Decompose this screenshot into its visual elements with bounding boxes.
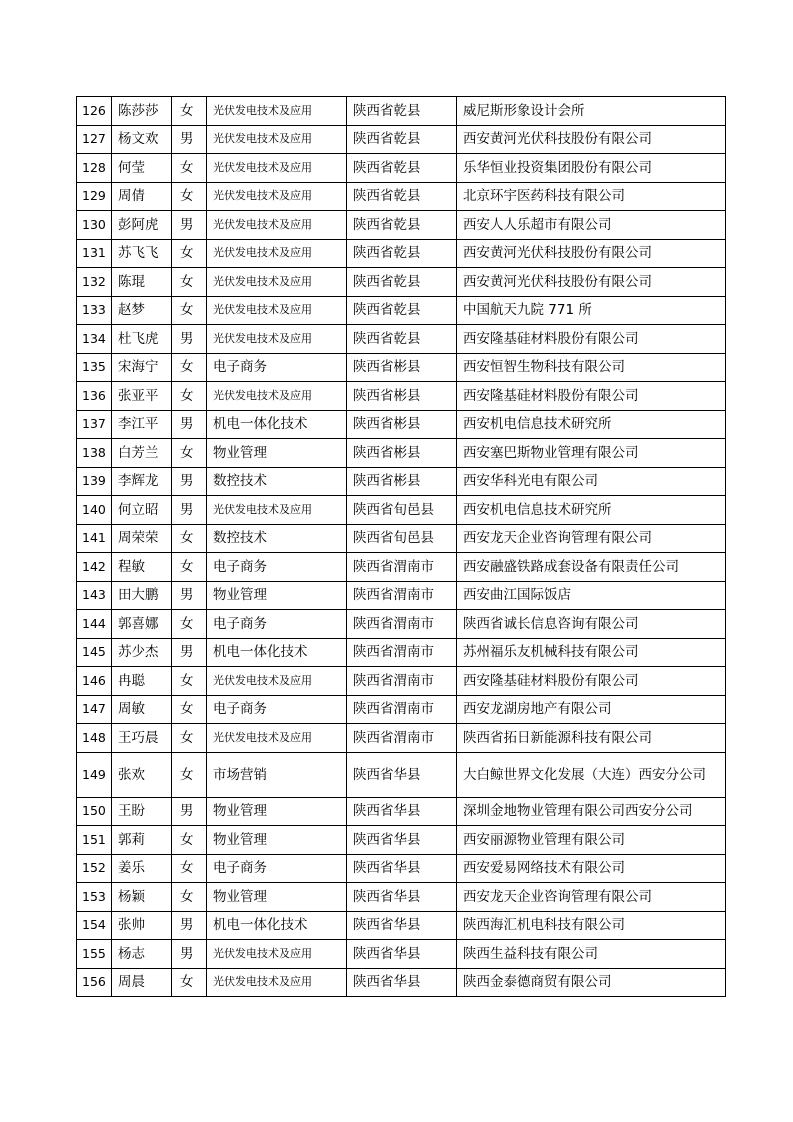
employer-cell: 西安丽源物业管理有限公司 <box>457 826 726 855</box>
region-cell: 陕西省华县 <box>347 940 457 969</box>
gender-cell: 女 <box>172 968 207 997</box>
student-name-cell: 周倩 <box>112 182 172 211</box>
student-name-cell: 苏少杰 <box>112 638 172 667</box>
gender-cell: 女 <box>172 439 207 468</box>
major-cell: 物业管理 <box>207 826 347 855</box>
employer-cell: 西安龙天企业咨询管理有限公司 <box>457 883 726 912</box>
major-cell: 数控技术 <box>207 524 347 553</box>
student-name-cell: 苏飞飞 <box>112 239 172 268</box>
employer-cell: 西安龙天企业咨询管理有限公司 <box>457 524 726 553</box>
row-number-cell: 128 <box>77 154 112 183</box>
region-cell: 陕西省渭南市 <box>347 667 457 696</box>
region-cell: 陕西省彬县 <box>347 353 457 382</box>
student-name-cell: 何立昭 <box>112 496 172 525</box>
table-row <box>77 268 726 297</box>
employer-cell: 威尼斯形象设计会所 <box>457 97 726 126</box>
major-cell: 数控技术 <box>207 467 347 496</box>
major-cell: 光伏发电技术及应用 <box>207 125 347 154</box>
major-cell: 光伏发电技术及应用 <box>207 97 347 126</box>
row-number-cell: 149 <box>77 752 112 797</box>
employer-cell: 西安隆基硅材料股份有限公司 <box>457 325 726 354</box>
region-cell: 陕西省华县 <box>347 752 457 797</box>
row-number-cell: 137 <box>77 410 112 439</box>
region-cell: 陕西省华县 <box>347 911 457 940</box>
table-row <box>77 239 726 268</box>
student-name-cell: 张亚平 <box>112 382 172 411</box>
gender-cell: 女 <box>172 553 207 582</box>
student-name-cell: 彭阿虎 <box>112 211 172 240</box>
gender-cell: 男 <box>172 325 207 354</box>
gender-cell: 女 <box>172 695 207 724</box>
employer-cell: 西安龙湖房地产有限公司 <box>457 695 726 724</box>
employer-cell: 乐华恒业投资集团股份有限公司 <box>457 154 726 183</box>
student-name-cell: 冉聪 <box>112 667 172 696</box>
major-cell: 市场营销 <box>207 752 347 797</box>
gender-cell: 男 <box>172 496 207 525</box>
major-cell: 光伏发电技术及应用 <box>207 724 347 753</box>
row-number-cell: 146 <box>77 667 112 696</box>
row-number-cell: 152 <box>77 854 112 883</box>
table-row <box>77 911 726 940</box>
row-number-cell: 154 <box>77 911 112 940</box>
row-number-cell: 136 <box>77 382 112 411</box>
employer-cell: 陕西省拓日新能源科技有限公司 <box>457 724 726 753</box>
table-row <box>77 581 726 610</box>
table-row <box>77 752 726 797</box>
major-cell: 光伏发电技术及应用 <box>207 940 347 969</box>
gender-cell: 男 <box>172 581 207 610</box>
student-name-cell: 杨颖 <box>112 883 172 912</box>
employer-cell: 西安隆基硅材料股份有限公司 <box>457 667 726 696</box>
employer-cell: 北京环宇医药科技有限公司 <box>457 182 726 211</box>
student-name-cell: 白芳兰 <box>112 439 172 468</box>
table-row <box>77 968 726 997</box>
employer-cell: 中国航天九院 771 所 <box>457 296 726 325</box>
gender-cell: 女 <box>172 296 207 325</box>
gender-cell: 女 <box>172 752 207 797</box>
table-row <box>77 553 726 582</box>
student-name-cell: 杨志 <box>112 940 172 969</box>
region-cell: 陕西省华县 <box>347 797 457 826</box>
employer-cell: 西安黄河光伏科技股份有限公司 <box>457 125 726 154</box>
row-number-cell: 140 <box>77 496 112 525</box>
gender-cell: 女 <box>172 182 207 211</box>
table-row <box>77 97 726 126</box>
row-number-cell: 138 <box>77 439 112 468</box>
student-name-cell: 田大鹏 <box>112 581 172 610</box>
major-cell: 电子商务 <box>207 610 347 639</box>
table-row <box>77 695 726 724</box>
major-cell: 光伏发电技术及应用 <box>207 296 347 325</box>
row-number-cell: 147 <box>77 695 112 724</box>
major-cell: 光伏发电技术及应用 <box>207 496 347 525</box>
table-row <box>77 854 726 883</box>
gender-cell: 女 <box>172 524 207 553</box>
table-row <box>77 724 726 753</box>
table-row <box>77 667 726 696</box>
row-number-cell: 156 <box>77 968 112 997</box>
major-cell: 光伏发电技术及应用 <box>207 382 347 411</box>
region-cell: 陕西省乾县 <box>347 182 457 211</box>
table-row <box>77 638 726 667</box>
student-name-cell: 赵梦 <box>112 296 172 325</box>
gender-cell: 女 <box>172 724 207 753</box>
region-cell: 陕西省渭南市 <box>347 553 457 582</box>
region-cell: 陕西省彬县 <box>347 382 457 411</box>
student-name-cell: 周晨 <box>112 968 172 997</box>
gender-cell: 女 <box>172 154 207 183</box>
student-name-cell: 陈莎莎 <box>112 97 172 126</box>
major-cell: 电子商务 <box>207 854 347 883</box>
table-row <box>77 496 726 525</box>
row-number-cell: 139 <box>77 467 112 496</box>
table-row <box>77 211 726 240</box>
employer-cell: 苏州福乐友机械科技有限公司 <box>457 638 726 667</box>
student-name-cell: 杨文欢 <box>112 125 172 154</box>
student-name-cell: 李辉龙 <box>112 467 172 496</box>
gender-cell: 男 <box>172 940 207 969</box>
row-number-cell: 129 <box>77 182 112 211</box>
table-body <box>77 97 726 997</box>
region-cell: 陕西省渭南市 <box>347 724 457 753</box>
gender-cell: 女 <box>172 610 207 639</box>
row-number-cell: 155 <box>77 940 112 969</box>
row-number-cell: 132 <box>77 268 112 297</box>
region-cell: 陕西省渭南市 <box>347 581 457 610</box>
major-cell: 物业管理 <box>207 581 347 610</box>
region-cell: 陕西省华县 <box>347 968 457 997</box>
row-number-cell: 143 <box>77 581 112 610</box>
gender-cell: 女 <box>172 268 207 297</box>
row-number-cell: 130 <box>77 211 112 240</box>
student-name-cell: 姜乐 <box>112 854 172 883</box>
row-number-cell: 153 <box>77 883 112 912</box>
gender-cell: 男 <box>172 638 207 667</box>
major-cell: 电子商务 <box>207 353 347 382</box>
region-cell: 陕西省旬邑县 <box>347 496 457 525</box>
region-cell: 陕西省华县 <box>347 854 457 883</box>
row-number-cell: 135 <box>77 353 112 382</box>
gender-cell: 男 <box>172 797 207 826</box>
employer-cell: 陕西省诚长信息咨询有限公司 <box>457 610 726 639</box>
gender-cell: 女 <box>172 667 207 696</box>
employer-cell: 西安恒智生物科技有限公司 <box>457 353 726 382</box>
gender-cell: 女 <box>172 826 207 855</box>
gender-cell: 女 <box>172 854 207 883</box>
student-name-cell: 张帅 <box>112 911 172 940</box>
employer-cell: 西安曲江国际饭店 <box>457 581 726 610</box>
employer-cell: 大白鲸世界文化发展（大连）西安分公司 <box>457 752 726 797</box>
region-cell: 陕西省旬邑县 <box>347 524 457 553</box>
major-cell: 光伏发电技术及应用 <box>207 667 347 696</box>
major-cell: 机电一体化技术 <box>207 410 347 439</box>
gender-cell: 男 <box>172 125 207 154</box>
employer-cell: 西安黄河光伏科技股份有限公司 <box>457 239 726 268</box>
major-cell: 光伏发电技术及应用 <box>207 182 347 211</box>
gender-cell: 女 <box>172 353 207 382</box>
employer-cell: 陕西生益科技有限公司 <box>457 940 726 969</box>
region-cell: 陕西省渭南市 <box>347 695 457 724</box>
region-cell: 陕西省乾县 <box>347 97 457 126</box>
employer-cell: 深圳金地物业管理有限公司西安分公司 <box>457 797 726 826</box>
employer-cell: 陕西海汇机电科技有限公司 <box>457 911 726 940</box>
table-row <box>77 410 726 439</box>
region-cell: 陕西省华县 <box>347 883 457 912</box>
employer-cell: 西安黄河光伏科技股份有限公司 <box>457 268 726 297</box>
student-name-cell: 张欢 <box>112 752 172 797</box>
row-number-cell: 126 <box>77 97 112 126</box>
row-number-cell: 144 <box>77 610 112 639</box>
student-name-cell: 宋海宁 <box>112 353 172 382</box>
gender-cell: 男 <box>172 911 207 940</box>
table-row <box>77 296 726 325</box>
row-number-cell: 131 <box>77 239 112 268</box>
region-cell: 陕西省乾县 <box>347 211 457 240</box>
employer-cell: 西安机电信息技术研究所 <box>457 496 726 525</box>
region-cell: 陕西省彬县 <box>347 410 457 439</box>
employer-cell: 西安华科光电有限公司 <box>457 467 726 496</box>
employer-cell: 西安机电信息技术研究所 <box>457 410 726 439</box>
table-row <box>77 325 726 354</box>
row-number-cell: 150 <box>77 797 112 826</box>
region-cell: 陕西省乾县 <box>347 154 457 183</box>
region-cell: 陕西省彬县 <box>347 467 457 496</box>
table-row <box>77 940 726 969</box>
major-cell: 物业管理 <box>207 883 347 912</box>
student-name-cell: 程敏 <box>112 553 172 582</box>
table-row <box>77 524 726 553</box>
region-cell: 陕西省乾县 <box>347 125 457 154</box>
row-number-cell: 134 <box>77 325 112 354</box>
major-cell: 电子商务 <box>207 695 347 724</box>
major-cell: 物业管理 <box>207 439 347 468</box>
major-cell: 物业管理 <box>207 797 347 826</box>
table-row <box>77 439 726 468</box>
region-cell: 陕西省渭南市 <box>347 638 457 667</box>
table-row <box>77 826 726 855</box>
employer-cell: 西安塞巴斯物业管理有限公司 <box>457 439 726 468</box>
region-cell: 陕西省渭南市 <box>347 610 457 639</box>
table-row <box>77 382 726 411</box>
gender-cell: 男 <box>172 410 207 439</box>
row-number-cell: 151 <box>77 826 112 855</box>
table-row <box>77 154 726 183</box>
gender-cell: 女 <box>172 382 207 411</box>
student-name-cell: 周荣荣 <box>112 524 172 553</box>
employer-cell: 西安隆基硅材料股份有限公司 <box>457 382 726 411</box>
row-number-cell: 127 <box>77 125 112 154</box>
region-cell: 陕西省彬县 <box>347 439 457 468</box>
table-row <box>77 353 726 382</box>
region-cell: 陕西省乾县 <box>347 239 457 268</box>
table-row <box>77 467 726 496</box>
row-number-cell: 141 <box>77 524 112 553</box>
row-number-cell: 145 <box>77 638 112 667</box>
major-cell: 光伏发电技术及应用 <box>207 968 347 997</box>
student-name-cell: 何莹 <box>112 154 172 183</box>
major-cell: 电子商务 <box>207 553 347 582</box>
gender-cell: 男 <box>172 467 207 496</box>
employer-cell: 西安爱易网络技术有限公司 <box>457 854 726 883</box>
table-row <box>77 182 726 211</box>
employer-cell: 陕西金泰德商贸有限公司 <box>457 968 726 997</box>
major-cell: 光伏发电技术及应用 <box>207 154 347 183</box>
student-name-cell: 王巧晨 <box>112 724 172 753</box>
gender-cell: 女 <box>172 97 207 126</box>
student-name-cell: 周敏 <box>112 695 172 724</box>
table-row <box>77 125 726 154</box>
region-cell: 陕西省乾县 <box>347 268 457 297</box>
employer-cell: 西安融盛铁路成套设备有限责任公司 <box>457 553 726 582</box>
table-row <box>77 610 726 639</box>
table-row <box>77 797 726 826</box>
student-name-cell: 王盼 <box>112 797 172 826</box>
student-name-cell: 郭喜娜 <box>112 610 172 639</box>
major-cell: 光伏发电技术及应用 <box>207 268 347 297</box>
gender-cell: 男 <box>172 211 207 240</box>
region-cell: 陕西省乾县 <box>347 325 457 354</box>
table-row <box>77 883 726 912</box>
graduate-employment-table <box>76 96 726 997</box>
major-cell: 机电一体化技术 <box>207 911 347 940</box>
row-number-cell: 148 <box>77 724 112 753</box>
major-cell: 光伏发电技术及应用 <box>207 239 347 268</box>
student-name-cell: 陈琨 <box>112 268 172 297</box>
major-cell: 光伏发电技术及应用 <box>207 325 347 354</box>
row-number-cell: 142 <box>77 553 112 582</box>
region-cell: 陕西省华县 <box>347 826 457 855</box>
row-number-cell: 133 <box>77 296 112 325</box>
employer-cell: 西安人人乐超市有限公司 <box>457 211 726 240</box>
student-name-cell: 李江平 <box>112 410 172 439</box>
gender-cell: 女 <box>172 239 207 268</box>
major-cell: 光伏发电技术及应用 <box>207 211 347 240</box>
student-name-cell: 郭莉 <box>112 826 172 855</box>
student-name-cell: 杜飞虎 <box>112 325 172 354</box>
major-cell: 机电一体化技术 <box>207 638 347 667</box>
gender-cell: 女 <box>172 883 207 912</box>
region-cell: 陕西省乾县 <box>347 296 457 325</box>
